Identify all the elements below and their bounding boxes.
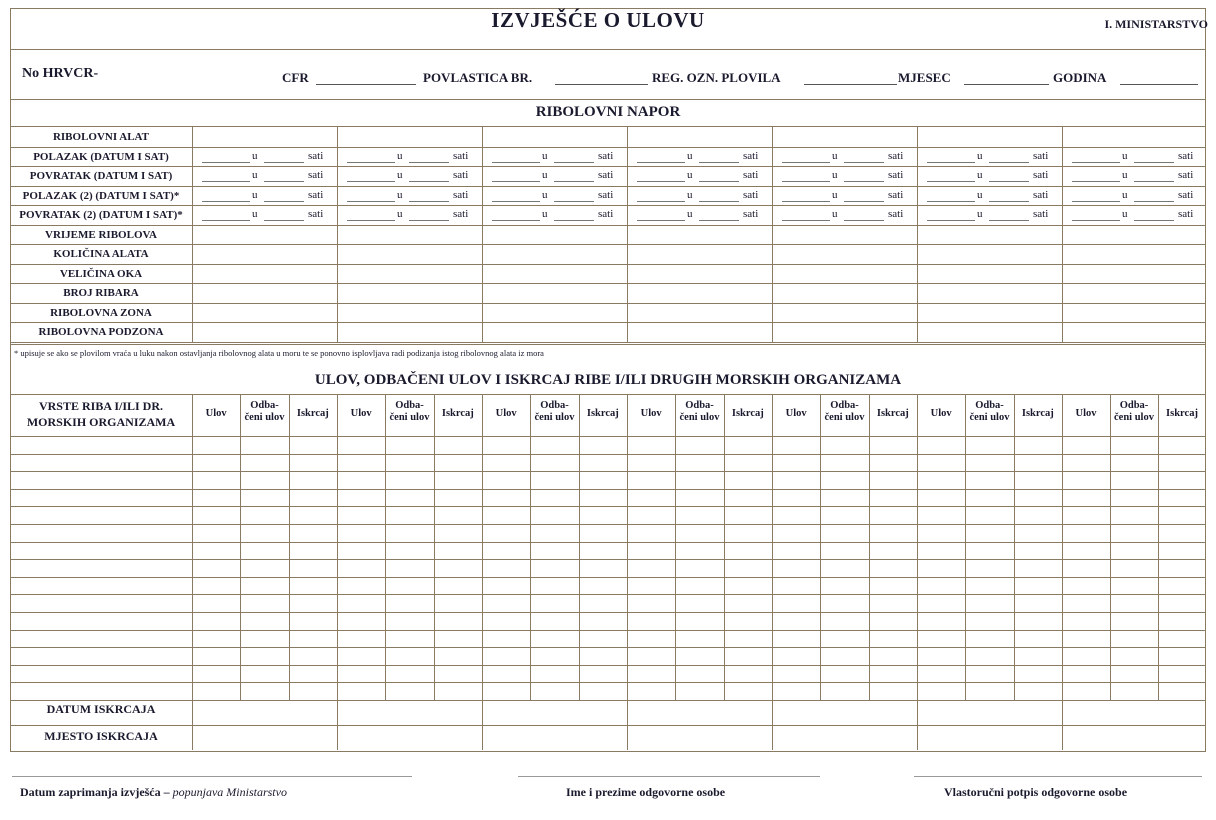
u-label: u: [687, 149, 693, 162]
date-field[interactable]: [492, 220, 540, 221]
effort-row-label: VELIČINA OKA: [59, 267, 143, 280]
grid-line: [627, 394, 628, 700]
time-field[interactable]: [989, 220, 1029, 221]
col-ulov: Ulov: [930, 408, 952, 419]
mjesto-iskrcaja-label: MJESTO ISKRCAJA: [44, 729, 158, 743]
povlastica-field[interactable]: [555, 84, 648, 85]
reg-field[interactable]: [804, 84, 897, 85]
mjesec-label: MJESEC: [898, 70, 951, 85]
time-field[interactable]: [844, 201, 884, 202]
time-field[interactable]: [264, 181, 304, 182]
grid-line: [337, 394, 338, 700]
sati-label: sati: [308, 208, 324, 220]
grid-line: [337, 127, 338, 342]
table-row[interactable]: [10, 700, 1206, 701]
cfr-label: CFR: [282, 70, 309, 85]
col-iskrcaj: Iskrcaj: [586, 408, 619, 419]
date-field[interactable]: [1072, 201, 1120, 202]
effort-row-label: BROJ RIBARA: [63, 287, 139, 299]
col-ulov: Ulov: [640, 408, 662, 419]
table-row[interactable]: [10, 577, 1206, 578]
sati-label: sati: [888, 188, 904, 201]
effort-row-label: POVRATAK (2) (DATUM I SAT)*: [19, 209, 183, 221]
col-odbaceni-line1: Odba-: [250, 400, 279, 411]
table-row[interactable]: [10, 612, 1206, 613]
time-field[interactable]: [1134, 201, 1174, 202]
signature-line: [518, 776, 820, 777]
effort-row-label: POVRATAK (DATUM I SAT): [29, 170, 173, 182]
col-odbaceni-line1: Odba-: [1119, 400, 1149, 411]
datum-iskrcaja-label: DATUM ISKRCAJA: [46, 702, 156, 716]
datum-zaprimanja-label: Datum zaprimanja izvješća –: [20, 785, 170, 799]
date-field[interactable]: [927, 181, 975, 182]
date-field[interactable]: [782, 201, 830, 202]
date-field[interactable]: [202, 162, 250, 163]
date-field[interactable]: [1072, 220, 1120, 221]
grid-line: [627, 127, 628, 342]
time-field[interactable]: [1134, 220, 1174, 221]
date-field[interactable]: [347, 162, 395, 163]
col-odbaceni-line2: čeni ulov: [1114, 412, 1154, 423]
col-odbaceni-line2: čeni ulov: [824, 412, 865, 423]
signature-line: [12, 776, 412, 777]
u-label: u: [397, 149, 403, 162]
col-odbaceni-line1: Odba-: [975, 400, 1004, 411]
effort-row-label: POLAZAK (2) (DATUM I SAT)*: [22, 189, 180, 202]
time-field[interactable]: [1134, 181, 1174, 182]
col-odbaceni-line2: čeni ulov: [534, 412, 575, 423]
grid-line: [1014, 394, 1015, 700]
sati-label: sati: [453, 169, 469, 181]
grid-line: [10, 394, 1206, 395]
time-field[interactable]: [409, 220, 449, 221]
time-field[interactable]: [409, 201, 449, 202]
table-row[interactable]: [10, 506, 1206, 507]
u-label: u: [252, 208, 258, 220]
table-row[interactable]: [10, 524, 1206, 525]
col-iskrcaj: Iskrcaj: [1021, 408, 1054, 419]
table-row[interactable]: [10, 594, 1206, 595]
effort-row-label: RIBOLOVNA PODZONA: [38, 326, 164, 338]
date-field[interactable]: [202, 201, 250, 202]
godina-field[interactable]: [1120, 84, 1198, 85]
cfr-field[interactable]: [316, 84, 416, 85]
grid-line: [10, 436, 1206, 437]
date-field[interactable]: [927, 162, 975, 163]
sati-label: sati: [598, 188, 614, 201]
grid-line: [917, 127, 918, 342]
grid-line: [385, 394, 386, 700]
effort-section-title: RIBOLOVNI NAPOR: [535, 104, 681, 120]
grid-line: [482, 394, 483, 700]
signature-line: [914, 776, 1202, 777]
u-label: u: [397, 208, 403, 220]
col-odbaceni: [385, 400, 433, 424]
sati-label: sati: [453, 188, 469, 201]
u-label: u: [832, 188, 838, 201]
grid-line: [10, 342, 1206, 343]
u-label: u: [687, 208, 693, 220]
sati-label: sati: [598, 169, 614, 181]
table-row[interactable]: [10, 489, 1206, 490]
date-field[interactable]: [637, 181, 685, 182]
date-field[interactable]: [492, 201, 540, 202]
sati-label: sati: [453, 208, 469, 220]
date-field[interactable]: [492, 181, 540, 182]
grid-line: [579, 394, 580, 700]
time-field[interactable]: [699, 201, 739, 202]
date-field[interactable]: [492, 162, 540, 163]
grid-line: [772, 127, 773, 342]
u-label: u: [832, 149, 838, 162]
grid-line: [434, 394, 435, 700]
col-odbaceni-line2: čeni ulov: [679, 412, 720, 423]
grid-line: [1110, 394, 1111, 700]
table-row[interactable]: [10, 542, 1206, 543]
col-iskrcaj: Iskrcaj: [876, 408, 909, 419]
table-row[interactable]: [10, 682, 1206, 683]
ministry-label: I. MINISTARSTVO: [1104, 17, 1208, 31]
sati-label: sati: [888, 208, 904, 220]
u-label: u: [397, 188, 403, 201]
col-iskrcaj: Iskrcaj: [296, 408, 329, 419]
catch-section-title: ULOV, ODBAČENI ULOV I ISKRCAJ RIBE I/ILI DRUGIH MORSKIH ORGANIZAMA: [314, 372, 902, 388]
date-field[interactable]: [927, 220, 975, 221]
divider: [10, 99, 1206, 100]
col-odbaceni: [1110, 400, 1158, 424]
reg-label: REG. OZN. PLOVILA: [652, 70, 781, 85]
sati-label: sati: [308, 169, 324, 181]
species-label-line2: MORSKIH ORGANIZAMA: [26, 415, 176, 429]
grid-line: [1158, 394, 1159, 700]
col-odbaceni: [820, 400, 868, 424]
time-field[interactable]: [554, 220, 594, 221]
date-field[interactable]: [202, 220, 250, 221]
u-label: u: [832, 169, 838, 181]
date-field[interactable]: [637, 201, 685, 202]
grid-line: [530, 394, 531, 700]
effort-row-label: KOLIČINA ALATA: [53, 248, 149, 260]
sati-label: sati: [1178, 188, 1194, 201]
divider: [10, 126, 1206, 127]
time-field[interactable]: [989, 181, 1029, 182]
species-label-line1: VRSTE RIBA I/ILI DR.: [38, 399, 164, 413]
time-field[interactable]: [264, 201, 304, 202]
povlastica-label: POVLASTICA BR.: [423, 70, 533, 85]
col-iskrcaj: Iskrcaj: [441, 408, 474, 419]
ime-prezime-label: Ime i prezime odgovorne osobe: [566, 785, 726, 799]
col-odbaceni: [240, 400, 288, 424]
grid-line: [289, 394, 290, 700]
u-label: u: [542, 208, 548, 220]
mjesec-field[interactable]: [964, 84, 1049, 85]
u-label: u: [542, 188, 548, 201]
time-field[interactable]: [989, 162, 1029, 163]
u-label: u: [1122, 188, 1128, 201]
sati-label: sati: [1178, 149, 1194, 162]
date-field[interactable]: [347, 181, 395, 182]
col-odbaceni-line2: čeni ulov: [969, 412, 1010, 423]
time-field[interactable]: [989, 201, 1029, 202]
time-field[interactable]: [409, 162, 449, 163]
u-label: u: [687, 169, 693, 181]
date-field[interactable]: [202, 181, 250, 182]
time-field[interactable]: [264, 162, 304, 163]
form-title: IZVJEŠĆE O ULOVU: [491, 8, 705, 32]
grid-line: [869, 394, 870, 700]
u-label: u: [977, 188, 983, 201]
sati-label: sati: [453, 149, 469, 162]
table-row[interactable]: [10, 454, 1206, 455]
sati-label: sati: [1033, 208, 1049, 220]
grid-line: [10, 725, 1206, 726]
u-label: u: [1122, 149, 1128, 162]
date-field[interactable]: [927, 201, 975, 202]
u-label: u: [687, 188, 693, 201]
date-field[interactable]: [1072, 162, 1120, 163]
date-field[interactable]: [782, 162, 830, 163]
col-odbaceni-line2: čeni ulov: [389, 412, 430, 423]
effort-row-label: VRIJEME RIBOLOVA: [45, 228, 157, 241]
time-field[interactable]: [554, 162, 594, 163]
grid-line: [240, 394, 241, 700]
time-field[interactable]: [409, 181, 449, 182]
sati-label: sati: [743, 208, 759, 220]
datum-zaprimanja-note: popunjava Ministarstvo: [172, 785, 287, 799]
col-odbaceni-line1: Odba-: [685, 400, 714, 411]
effort-row-label: RIBOLOVNI ALAT: [52, 131, 150, 143]
sati-label: sati: [308, 149, 324, 162]
table-row[interactable]: [10, 665, 1206, 666]
col-ulov: Ulov: [1075, 408, 1097, 419]
u-label: u: [1122, 169, 1128, 181]
time-field[interactable]: [1134, 162, 1174, 163]
col-iskrcaj: Iskrcaj: [731, 408, 764, 419]
grid-line: [1062, 394, 1063, 700]
col-odbaceni: [675, 400, 723, 424]
grid-line: [482, 127, 483, 342]
grid-line: [772, 394, 773, 700]
u-label: u: [977, 149, 983, 162]
col-ulov: Ulov: [785, 408, 807, 419]
sati-label: sati: [598, 149, 614, 162]
col-odbaceni-line2: čeni ulov: [244, 412, 285, 423]
date-field[interactable]: [1072, 181, 1120, 182]
u-label: u: [542, 149, 548, 162]
sati-label: sati: [1033, 188, 1049, 201]
sati-label: sati: [1178, 169, 1194, 181]
time-field[interactable]: [699, 162, 739, 163]
sati-label: sati: [888, 149, 904, 162]
u-label: u: [1122, 208, 1128, 220]
col-odbaceni-line1: Odba-: [540, 400, 569, 411]
effort-row-label: POLAZAK (DATUM I SAT): [33, 150, 169, 163]
sati-label: sati: [888, 169, 904, 181]
grid-line: [965, 394, 966, 700]
grid-line: [192, 394, 193, 700]
time-field[interactable]: [554, 181, 594, 182]
table-row[interactable]: [10, 647, 1206, 648]
u-label: u: [542, 169, 548, 181]
grid-line: [917, 394, 918, 700]
time-field[interactable]: [699, 181, 739, 182]
sati-label: sati: [1033, 169, 1049, 181]
time-field[interactable]: [264, 220, 304, 221]
sati-label: sati: [598, 208, 614, 220]
time-field[interactable]: [699, 220, 739, 221]
grid-line: [1062, 127, 1063, 342]
species-column-header: [10, 398, 192, 430]
sati-label: sati: [308, 188, 324, 201]
date-field[interactable]: [637, 162, 685, 163]
u-label: u: [252, 188, 258, 201]
datum-zaprimanja: [20, 785, 287, 800]
godina-label: GODINA: [1053, 70, 1107, 85]
u-label: u: [977, 169, 983, 181]
no-hrvcr-label: No HRVCR-: [22, 66, 99, 81]
footnote: * upisuje se ako se plovilom vraća u luku nakon ostavljanja ribolovnog alata u moru te se ponovno isplovljava radi podizanja istog ribolovnog alata iz mora: [14, 348, 544, 358]
table-row[interactable]: [10, 630, 1206, 631]
sati-label: sati: [743, 169, 759, 181]
table-row[interactable]: [10, 559, 1206, 560]
date-field[interactable]: [782, 220, 830, 221]
col-odbaceni: [530, 400, 578, 424]
divider: [10, 49, 1206, 50]
sati-label: sati: [743, 188, 759, 201]
effort-row-label: RIBOLOVNA ZONA: [50, 306, 152, 319]
col-odbaceni-line1: Odba-: [830, 400, 859, 411]
col-odbaceni-line1: Odba-: [395, 400, 424, 411]
u-label: u: [977, 208, 983, 220]
sati-label: sati: [1178, 208, 1194, 220]
grid-line: [10, 344, 1206, 345]
time-field[interactable]: [844, 162, 884, 163]
u-label: u: [252, 169, 258, 181]
time-field[interactable]: [844, 181, 884, 182]
potpis-label: Vlastoručni potpis odgovorne osobe: [944, 785, 1128, 799]
sati-label: sati: [743, 149, 759, 162]
time-field[interactable]: [844, 220, 884, 221]
date-field[interactable]: [347, 220, 395, 221]
col-iskrcaj: Iskrcaj: [1166, 408, 1198, 419]
grid-line: [820, 394, 821, 700]
date-field[interactable]: [637, 220, 685, 221]
date-field[interactable]: [782, 181, 830, 182]
col-ulov: Ulov: [350, 408, 372, 419]
u-label: u: [832, 208, 838, 220]
grid-line: [724, 394, 725, 700]
grid-line: [192, 127, 193, 342]
time-field[interactable]: [554, 201, 594, 202]
date-field[interactable]: [347, 201, 395, 202]
table-row[interactable]: [10, 471, 1206, 472]
sati-label: sati: [1033, 149, 1049, 162]
col-odbaceni: [965, 400, 1013, 424]
col-ulov: Ulov: [205, 408, 227, 419]
grid-line: [675, 394, 676, 700]
col-ulov: Ulov: [495, 408, 517, 419]
u-label: u: [397, 169, 403, 181]
u-label: u: [252, 149, 258, 162]
